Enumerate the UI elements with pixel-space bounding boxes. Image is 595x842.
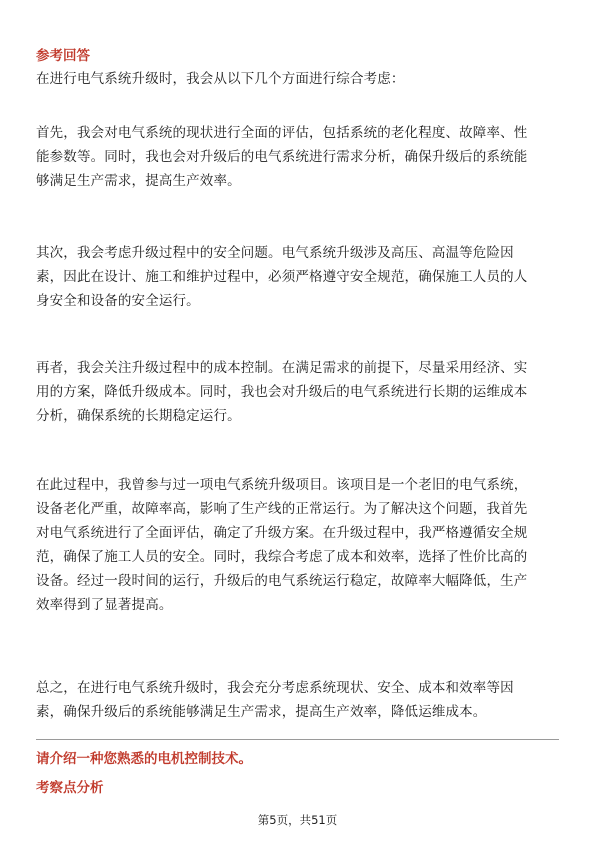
paragraph-line: 再者，我会关注升级过程中的成本控制。在满足需求的前提下，尽量采用经济、实	[36, 360, 528, 376]
paragraph-line: 能参数等。同时，我也会对升级后的电气系统进行需求分析，确保升级后的系统能	[36, 149, 528, 165]
section-divider	[36, 739, 559, 740]
paragraph-line: 首先，我会对电气系统的现状进行全面的评估，包括系统的老化程度、故障率、性	[36, 125, 528, 141]
paragraph-conclusion	[36, 676, 560, 724]
paragraph-line: 范，确保了施工人员的安全。同时，我综合考虑了成本和效率，选择了性价比高的	[36, 549, 528, 565]
paragraph-line: 设备老化严重，故障率高，影响了生产线的正常运行。为了解决这个问题，我首先	[36, 501, 528, 517]
paragraph-third	[36, 356, 560, 428]
paragraph-line: 设备。经过一段时间的运行，升级后的电气系统运行稳定，故障率大幅降低，生产	[36, 573, 528, 589]
page-number-footer: 第5页，共51页	[257, 813, 338, 827]
paragraph-line: 素，因此在设计、施工和维护过程中，必须严格遵守安全规范，确保施工人员的人	[36, 269, 528, 285]
section-heading-analysis: 考察点分析	[36, 780, 104, 796]
intro-paragraph	[36, 67, 560, 91]
paragraph-line: 身安全和设备的安全运行。	[36, 293, 200, 309]
paragraph-line: 素，确保升级后的系统能够满足生产需求，提高生产效率，降低运维成本。	[36, 704, 487, 720]
paragraph-project-experience	[36, 473, 560, 617]
intro-line: 在进行电气系统升级时，我会从以下几个方面进行综合考虑：	[36, 71, 405, 87]
paragraph-second	[36, 241, 560, 313]
paragraph-line: 在此过程中，我曾参与过一项电气系统升级项目。该项目是一个老旧的电气系统，	[36, 477, 528, 493]
paragraph-line: 够满足生产需求，提高生产效率。	[36, 173, 241, 189]
paragraph-line: 用的方案，降低升级成本。同时，我也会对升级后的电气系统进行长期的运维成本	[36, 384, 528, 400]
paragraph-line: 其次，我会考虑升级过程中的安全问题。电气系统升级涉及高压、高温等危险因	[36, 245, 514, 261]
paragraph-line: 分析，确保系统的长期稳定运行。	[36, 408, 241, 424]
next-question-heading: 请介绍一种您熟悉的电机控制技术。	[36, 751, 252, 767]
paragraph-line: 总之，在进行电气系统升级时，我会充分考虑系统现状、安全、成本和效率等因	[36, 680, 514, 696]
paragraph-line: 效率得到了显著提高。	[36, 597, 173, 613]
paragraph-line: 对电气系统进行了全面评估，确定了升级方案。在升级过程中，我严格遵循安全规	[36, 525, 528, 541]
paragraph-first	[36, 121, 560, 193]
section-heading-reference-answer: 参考回答	[36, 48, 90, 64]
